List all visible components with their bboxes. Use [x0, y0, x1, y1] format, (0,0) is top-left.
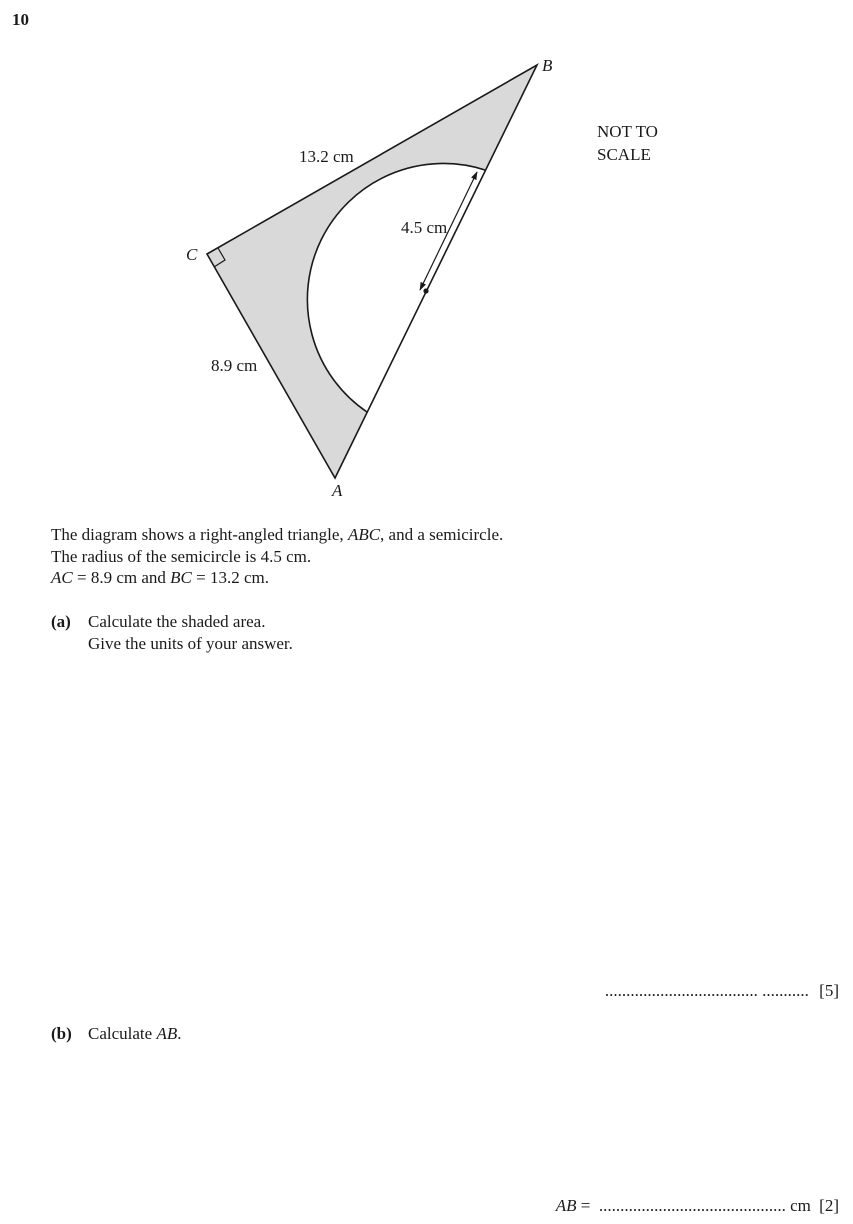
- part-a: [51, 611, 293, 654]
- part-b-marks: [2]: [819, 1196, 839, 1215]
- part-a-marks: [5]: [819, 981, 839, 1000]
- triangle-semicircle-diagram: [0, 0, 853, 520]
- not-to-scale-note: [597, 120, 658, 166]
- shaded-region: [207, 65, 537, 478]
- label-radius: 4.5 cm: [401, 218, 448, 237]
- intro-line-3: AC = 8.9 cm and BC = 13.2 cm.: [51, 568, 269, 587]
- vertex-label-a: A: [332, 481, 343, 500]
- vertex-label-c: C: [186, 245, 198, 264]
- intro-line-2: The radius of the semicircle is 4.5 cm.: [51, 546, 312, 566]
- centre-point: [423, 288, 428, 293]
- part-b-answer-dots[interactable]: ............................................: [598, 1196, 786, 1215]
- part-b-answer-equals: =: [576, 1196, 599, 1215]
- vertex-label-b: B: [542, 56, 553, 75]
- label-ac-length: 8.9 cm: [211, 356, 258, 375]
- part-b: [51, 1023, 181, 1045]
- not-to-scale-line1: NOT TO: [597, 122, 658, 141]
- label-bc-length: 13.2 cm: [299, 147, 354, 166]
- question-number: 10: [12, 10, 29, 29]
- intro-line-1: The diagram shows a right-angled triangle, ABC, and a semicircle.: [51, 525, 504, 544]
- part-b-label: (b): [51, 1024, 72, 1043]
- part-a-answer-dots[interactable]: .................................... ...........: [604, 981, 809, 1000]
- part-b-answer-line[interactable]: [556, 1196, 839, 1216]
- part-a-line-2: Give the units of your answer.: [88, 633, 293, 653]
- part-a-line-1: Calculate the shaded area.: [88, 612, 266, 631]
- part-b-line-1: Calculate AB.: [88, 1024, 182, 1043]
- part-a-answer-line[interactable]: [605, 981, 839, 1001]
- part-b-answer-unit: cm: [785, 1196, 811, 1215]
- not-to-scale-line2: SCALE: [597, 145, 651, 164]
- part-b-answer-prefix: AB: [555, 1196, 577, 1215]
- question-intro: [51, 524, 503, 589]
- part-a-label: (a): [51, 612, 71, 631]
